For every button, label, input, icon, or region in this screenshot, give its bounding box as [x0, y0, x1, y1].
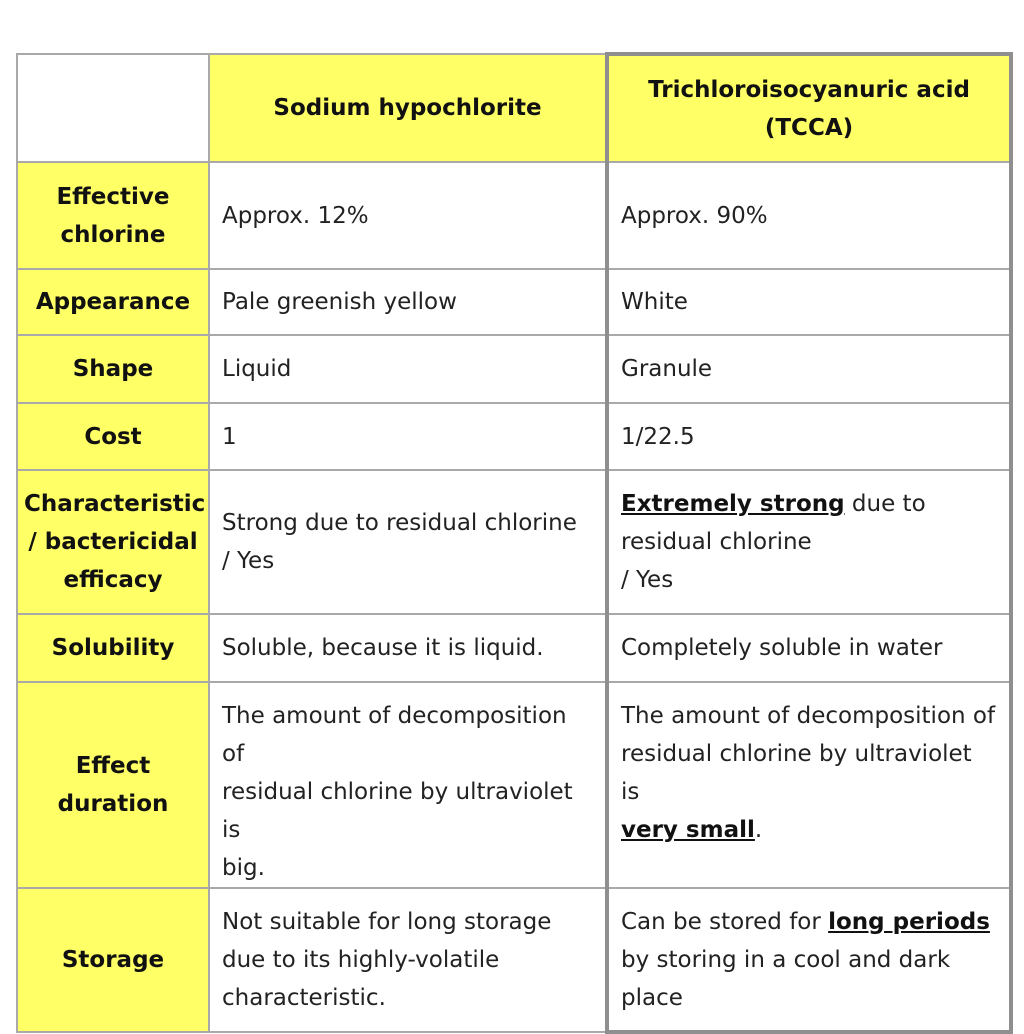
- row-header-line: chlorine: [60, 221, 166, 248]
- column-header-label-line: Trichloroisocyanuric acid: [648, 76, 970, 103]
- cell-line: / Yes: [222, 548, 275, 574]
- corner-cell: [17, 54, 209, 162]
- table-row: [17, 682, 1011, 888]
- cell-line: place: [621, 985, 683, 1011]
- cell-sodium: [209, 682, 607, 888]
- row-header-characteristic: [17, 470, 209, 614]
- cell-tcca: White: [607, 269, 1011, 335]
- cell-line: / Yes: [621, 567, 674, 593]
- cell-line: [621, 811, 997, 849]
- column-header-tcca: [607, 54, 1011, 162]
- column-header-sodium-hypochlorite: [209, 54, 607, 162]
- cell-sodium: [209, 470, 607, 614]
- cell-line: [621, 903, 997, 941]
- emphasis-text: long periods: [828, 909, 990, 935]
- cell-sodium: Pale greenish yellow: [209, 269, 607, 335]
- table-row: [17, 888, 1011, 1032]
- cell-tcca: [607, 682, 1011, 888]
- cell-sodium: Soluble, because it is liquid.: [209, 614, 607, 682]
- comparison-table: [16, 52, 1010, 1011]
- cell-sodium: [209, 888, 607, 1032]
- cell-tcca: Approx. 90%: [607, 162, 1011, 269]
- row-header-storage: Storage: [17, 888, 209, 1032]
- row-header-line: duration: [57, 791, 169, 817]
- column-header-label: Sodium hypochlorite: [273, 95, 542, 121]
- cell-line: residual chlorine by ultraviolet is: [222, 779, 573, 843]
- cell-line: Not suitable for long storage: [222, 909, 552, 935]
- emphasis-text: very small: [621, 817, 755, 843]
- cell-line: big.: [222, 855, 265, 881]
- row-header-shape: Shape: [17, 335, 209, 403]
- cell-line: [621, 485, 997, 523]
- row-header-line: Characteristic: [24, 491, 206, 517]
- row-header-solubility: Solubility: [17, 614, 209, 682]
- cell-sodium: Liquid: [209, 335, 607, 403]
- table-row: [17, 269, 1011, 335]
- table-row: [17, 403, 1011, 470]
- cell-tcca: [607, 470, 1011, 614]
- emphasis-text: Extremely strong: [621, 491, 845, 517]
- row-header-appearance: Appearance: [17, 269, 209, 335]
- cell-tcca: Granule: [607, 335, 1011, 403]
- cell-line: due to its highly-volatile: [222, 947, 500, 973]
- cell-line: characteristic.: [222, 985, 386, 1011]
- cell-text: Can be stored for: [621, 909, 829, 935]
- cell-text: .: [754, 817, 763, 843]
- cell-line: residual chlorine: [621, 529, 812, 555]
- row-header-line: / bactericidal: [28, 529, 198, 555]
- cell-tcca: Completely soluble in water: [607, 614, 1011, 682]
- row-header-line: Effective: [56, 183, 170, 210]
- comparison-grid: [16, 52, 1013, 1034]
- row-header-effect-duration: [17, 682, 209, 888]
- cell-tcca: [607, 888, 1011, 1032]
- cell-sodium: 1: [209, 403, 607, 470]
- row-header-line: efficacy: [63, 567, 163, 593]
- header-row: [17, 54, 1011, 162]
- row-header-line: Effect: [75, 753, 151, 779]
- cell-text: due to: [844, 491, 926, 517]
- row-header-effective-chlorine: [17, 162, 209, 269]
- cell-sodium: Approx. 12%: [209, 162, 607, 269]
- cell-line: The amount of decomposition of: [222, 703, 567, 767]
- table-row: [17, 470, 1011, 614]
- table-row: [17, 614, 1011, 682]
- cell-line: The amount of decomposition of: [621, 703, 996, 729]
- cell-line: Strong due to residual chlorine: [222, 510, 577, 536]
- table-row: [17, 162, 1011, 269]
- row-header-cost: Cost: [17, 403, 209, 470]
- cell-tcca: 1/22.5: [607, 403, 1011, 470]
- cell-line: by storing in a cool and dark: [621, 947, 951, 973]
- cell-line: residual chlorine by ultraviolet is: [621, 741, 972, 805]
- table-row: [17, 335, 1011, 403]
- column-header-label-line: (TCCA): [764, 114, 854, 141]
